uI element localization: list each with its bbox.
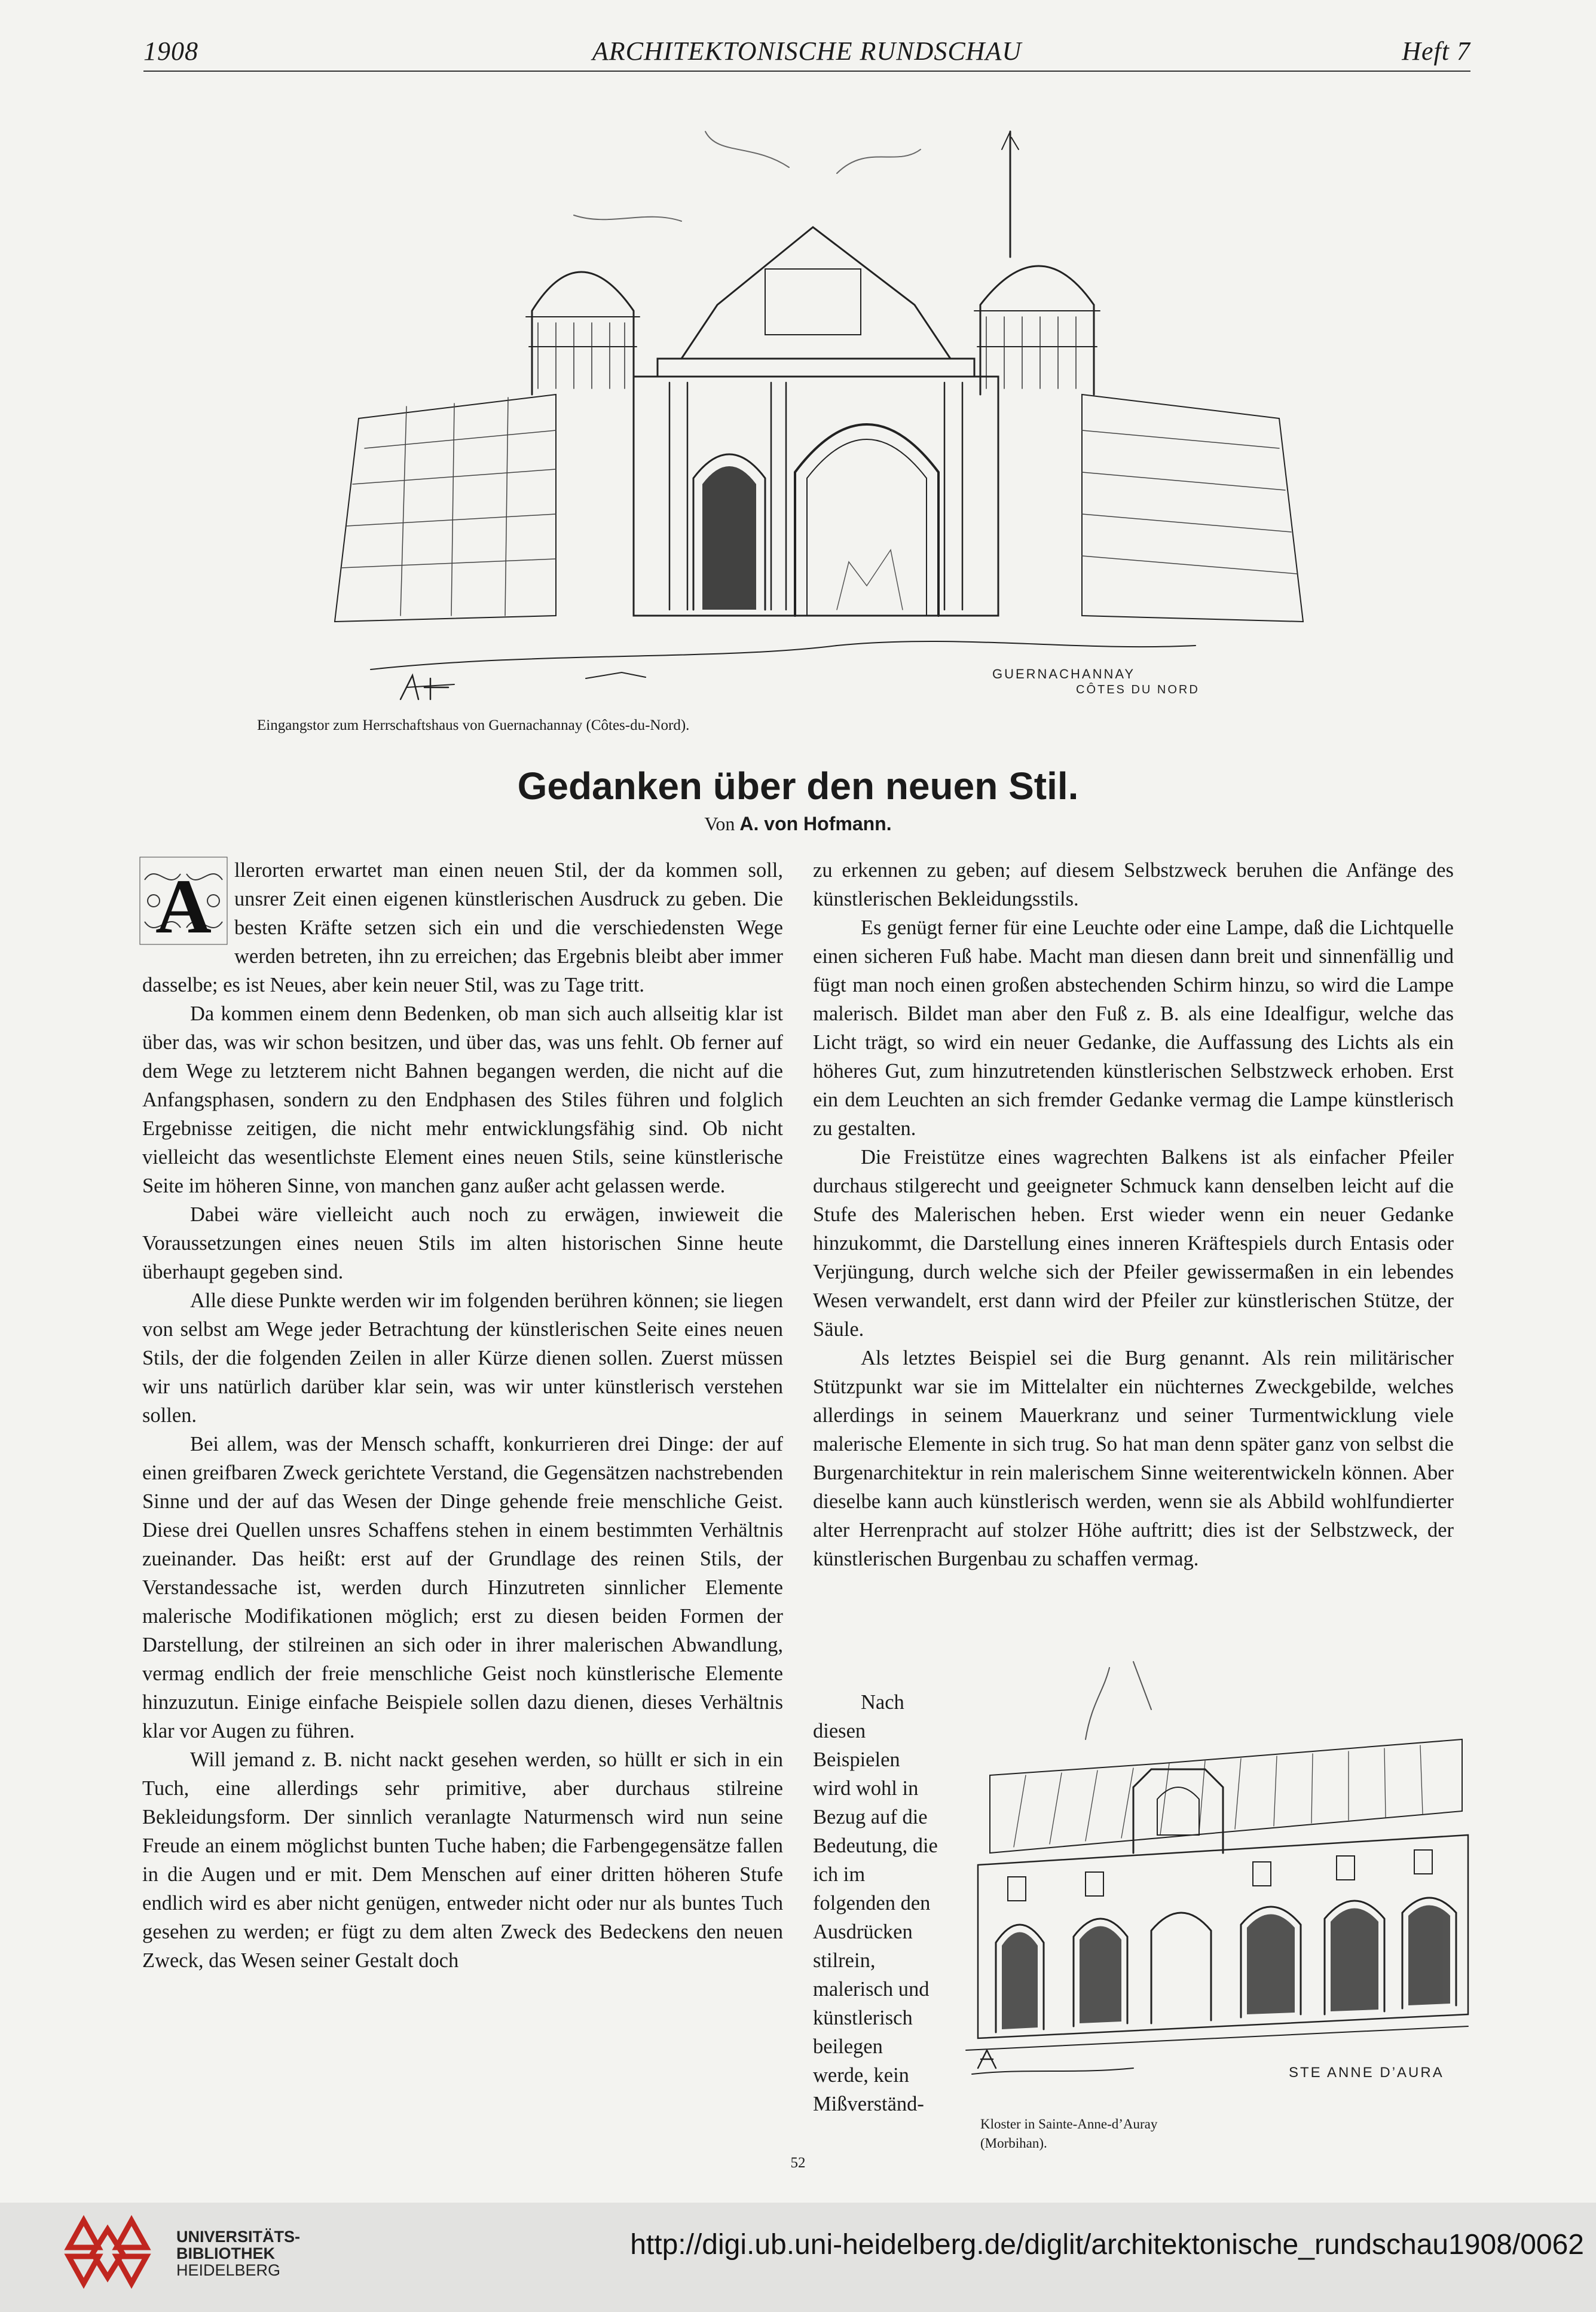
article-author: A. von Hofmann. — [739, 813, 892, 834]
paragraph: Will jemand z. B. nicht nackt gesehen werden, so hüllt er sich in ein Tuch, eine allerdings sehr primitive, aber durchaus stilreine Bekleidungsform. Der sinnlich veranlagte Naturmensch wird nun seine Freude an einem möglichst bunten Tuche haben; die Farbengegensätze fallen in die Augen und er mit. Dem Menschen auf einer dritten höheren Stufe endlich wird es aber nicht genügen, entweder nicht oder nur als buntes Tuch gesehen zu werden; er fügt zu dem alten Zweck des Bedeckens den neuen Zweck, das Wesen seiner Gestalt doch — [142, 1748, 783, 1972]
article-column-right — [813, 856, 1454, 1573]
article-column-right-narrow — [813, 1688, 941, 2118]
figure-caption-gateway: Eingangstor zum Herrschaftshaus von Guernachannay (Côtes-du-Nord). — [257, 717, 690, 733]
ornamental-drop-cap — [139, 856, 228, 946]
gateway-inscription-place: GUERNACHANNAY — [992, 666, 1136, 681]
source-url-link[interactable]: http://digi.ub.uni-heidelberg.de/diglit/architektonische_rundschau1908/0062 — [630, 2229, 1584, 2261]
caption-line: (Morbihan). — [980, 2136, 1047, 2151]
running-head — [143, 31, 1470, 73]
paragraph: Alle diese Punkte werden wir im folgenden berühren können; sie liegen von selbst am Wege jeder Betrachtung der künstlerischen Seite eines neuen Stils, der die folgenden Zeilen in aller Kürze dienen sollen. Zuerst müssen wir uns natürlich darüber klar sein, was wir unter künstlerisch verstehen sollen. — [142, 1289, 783, 1427]
drop-cap-letter: A — [155, 864, 212, 946]
paragraph: Nach diesen Beispielen wird wohl in Bezug auf die Bedeutung, die ich im folgenden den Ausdrücken stilrein, malerisch und künstlerisch beilegen werde, kein Mißverständ- — [813, 1691, 938, 2115]
paragraph: zu erkennen zu geben; auf diesem Selbstzweck beruhen die Anfänge des künstlerischen Bekleidungsstils. — [813, 859, 1454, 910]
library-line: UNIVERSITÄTS- — [176, 2228, 301, 2246]
article-column-left — [142, 856, 783, 1975]
header-rule — [143, 71, 1470, 72]
paragraph: llerorten erwartet man einen neuen Stil, der da kommen soll, unsrer Zeit einen eigenen künstlerischen Ausdruck zu geben. Die besten Kräfte setzen sich ein und die verschiedensten Wege werden betreten, ihn zu erreichen; das Ergebnis bleibt aber immer dasselbe; es ist Neues, aber kein neuer Stil, was zu Tage tritt. — [142, 859, 783, 996]
byline-prefix: Von — [704, 813, 735, 834]
paragraph: Die Freistütze eines wagrechten Balkens ist als einfacher Pfeiler durchaus stilgerecht und geeigneter Schmuck kann denselben leicht auf die Stufe des Malerischen heben. Erst wieder wenn ein neuer Gedanke hinzukommt, die Darstellung eines inneren Kräftespiels durch Entasis oder Verjüngung, durch welche sich der Pfeiler gewissermaßen in ein lebendes Wesen verwandelt, erst dann wird der Pfeiler zur künstlerischen Stütze, der Säule. — [813, 1146, 1454, 1341]
library-line: BIBLIOTHEK — [176, 2244, 275, 2262]
header-year: 1908 — [143, 36, 198, 66]
header-issue: Heft 7 — [1402, 36, 1470, 66]
cloister-illustration — [954, 1656, 1474, 2098]
cloister-inscription: STE ANNE D’AURA — [1289, 2065, 1444, 2081]
library-line: HEIDELBERG — [176, 2261, 281, 2279]
paragraph: Es genügt ferner für eine Leuchte oder eine Lampe, daß die Lichtquelle einen sicheren Fuß habe. Macht man diesen dann breit und sinnenfällig und fügt man noch einen großen abstechenden Schirm hinzu, so wird die Lampe malerisch. Bildet man aber den Fuß z. B. als eine Idealfigur, welche das Licht trägt, so wird ein neuer Gedanke, die Auffassung des Lichts als ein höheres Gut, zum hinzutretenden künstlerischen Selbstzweck erhoben. Erst ein dem Leuchten an sich fremder Gedanke vermag die Lampe künstlerisch zu gestalten. — [813, 916, 1454, 1140]
gateway-inscription-region: CÔTES DU NORD — [1076, 683, 1200, 696]
caption-line: Kloster in Sainte-Anne-d’Auray — [980, 2117, 1158, 2131]
header-journal-title: ARCHITEKTONISCHE RUNDSCHAU — [592, 36, 1022, 66]
article-title: Gedanken über den neuen Stil. — [517, 764, 1079, 808]
article-byline — [0, 813, 1596, 835]
paragraph: Dabei wäre vielleicht auch noch zu erwägen, inwieweit die Voraussetzungen eines neuen Stils im alten historischen Sinne heute überhaupt gegeben sind. — [142, 1203, 783, 1283]
paragraph: Bei allem, was der Mensch schafft, konkurrieren drei Dinge: der auf einen greifbaren Zweck gerichtete Verstand, die Gegensätzen nachstrebenden Sinne und der auf das Wesen der Dinge gehende freie menschliche Geist. Diese drei Quellen unsres Schaffens stehen in einem bestimmten Verhältnis zueinander. Das heißt: erst auf der Grundlage des reinen Stils, der Verstandessache ist, werden durch Hinzutreten sinnlicher Elemente malerische Modifikationen möglich; erst zu diesen beiden Formen der Darstellung, der stilreinen an sich oder in ihrer malerischen Abwandlung, vermag endlich der freie menschliche Geist noch künstlerische Elemente hinzuzutun. Einige einfache Beispiele sollen dazu dienen, dieses Verhältnis klar vor Augen zu führen. — [142, 1433, 783, 1742]
paragraph: Als letztes Beispiel sei die Burg genannt. Als rein militärischer Stützpunkt war sie im Mittelalter ein nüchternes Zweckgebilde, welches allerdings in seinem Mauerkranz und seiner Turmentwicklung viele malerische Elemente in sich trug. So hat man denn später ganz von selbst die Burgenarchitektur in rein malerischem Sinne weiterentwickeln können. Aber dieselbe kann auch künstlerisch werden, wenn sie als Abbild wohlfundierter alter Herrenpracht auf stolzer Höhe auftritt; dies ist der Selbstzweck, der künstlerischen Burgenbau zu schaffen vermag. — [813, 1347, 1454, 1570]
library-name — [176, 2228, 300, 2279]
library-logo-icon — [60, 2206, 155, 2301]
figure-caption-cloister — [980, 2115, 1157, 2153]
gateway-illustration — [299, 96, 1339, 711]
paragraph: Da kommen einem denn Bedenken, ob man sich auch allseitig klar ist über das, was wir schon besitzen, und über das, was uns fehlt. Ob ferner auf dem Wege zu letzterem nicht Bahnen begangen werden, die nicht auf die Anfangsphasen, sondern zu den Endphasen des Stiles führen und folglich Ergebnisse zeitigen, die nicht mehr entwicklungsfähig sind. Ob nicht vielleicht das wesentlichste Element eines neuen Stils, seine künstlerische Seite im höheren Sinne, von manchen ganz außer acht gelassen werde. — [142, 1002, 783, 1197]
page-number: 52 — [790, 2155, 806, 2171]
